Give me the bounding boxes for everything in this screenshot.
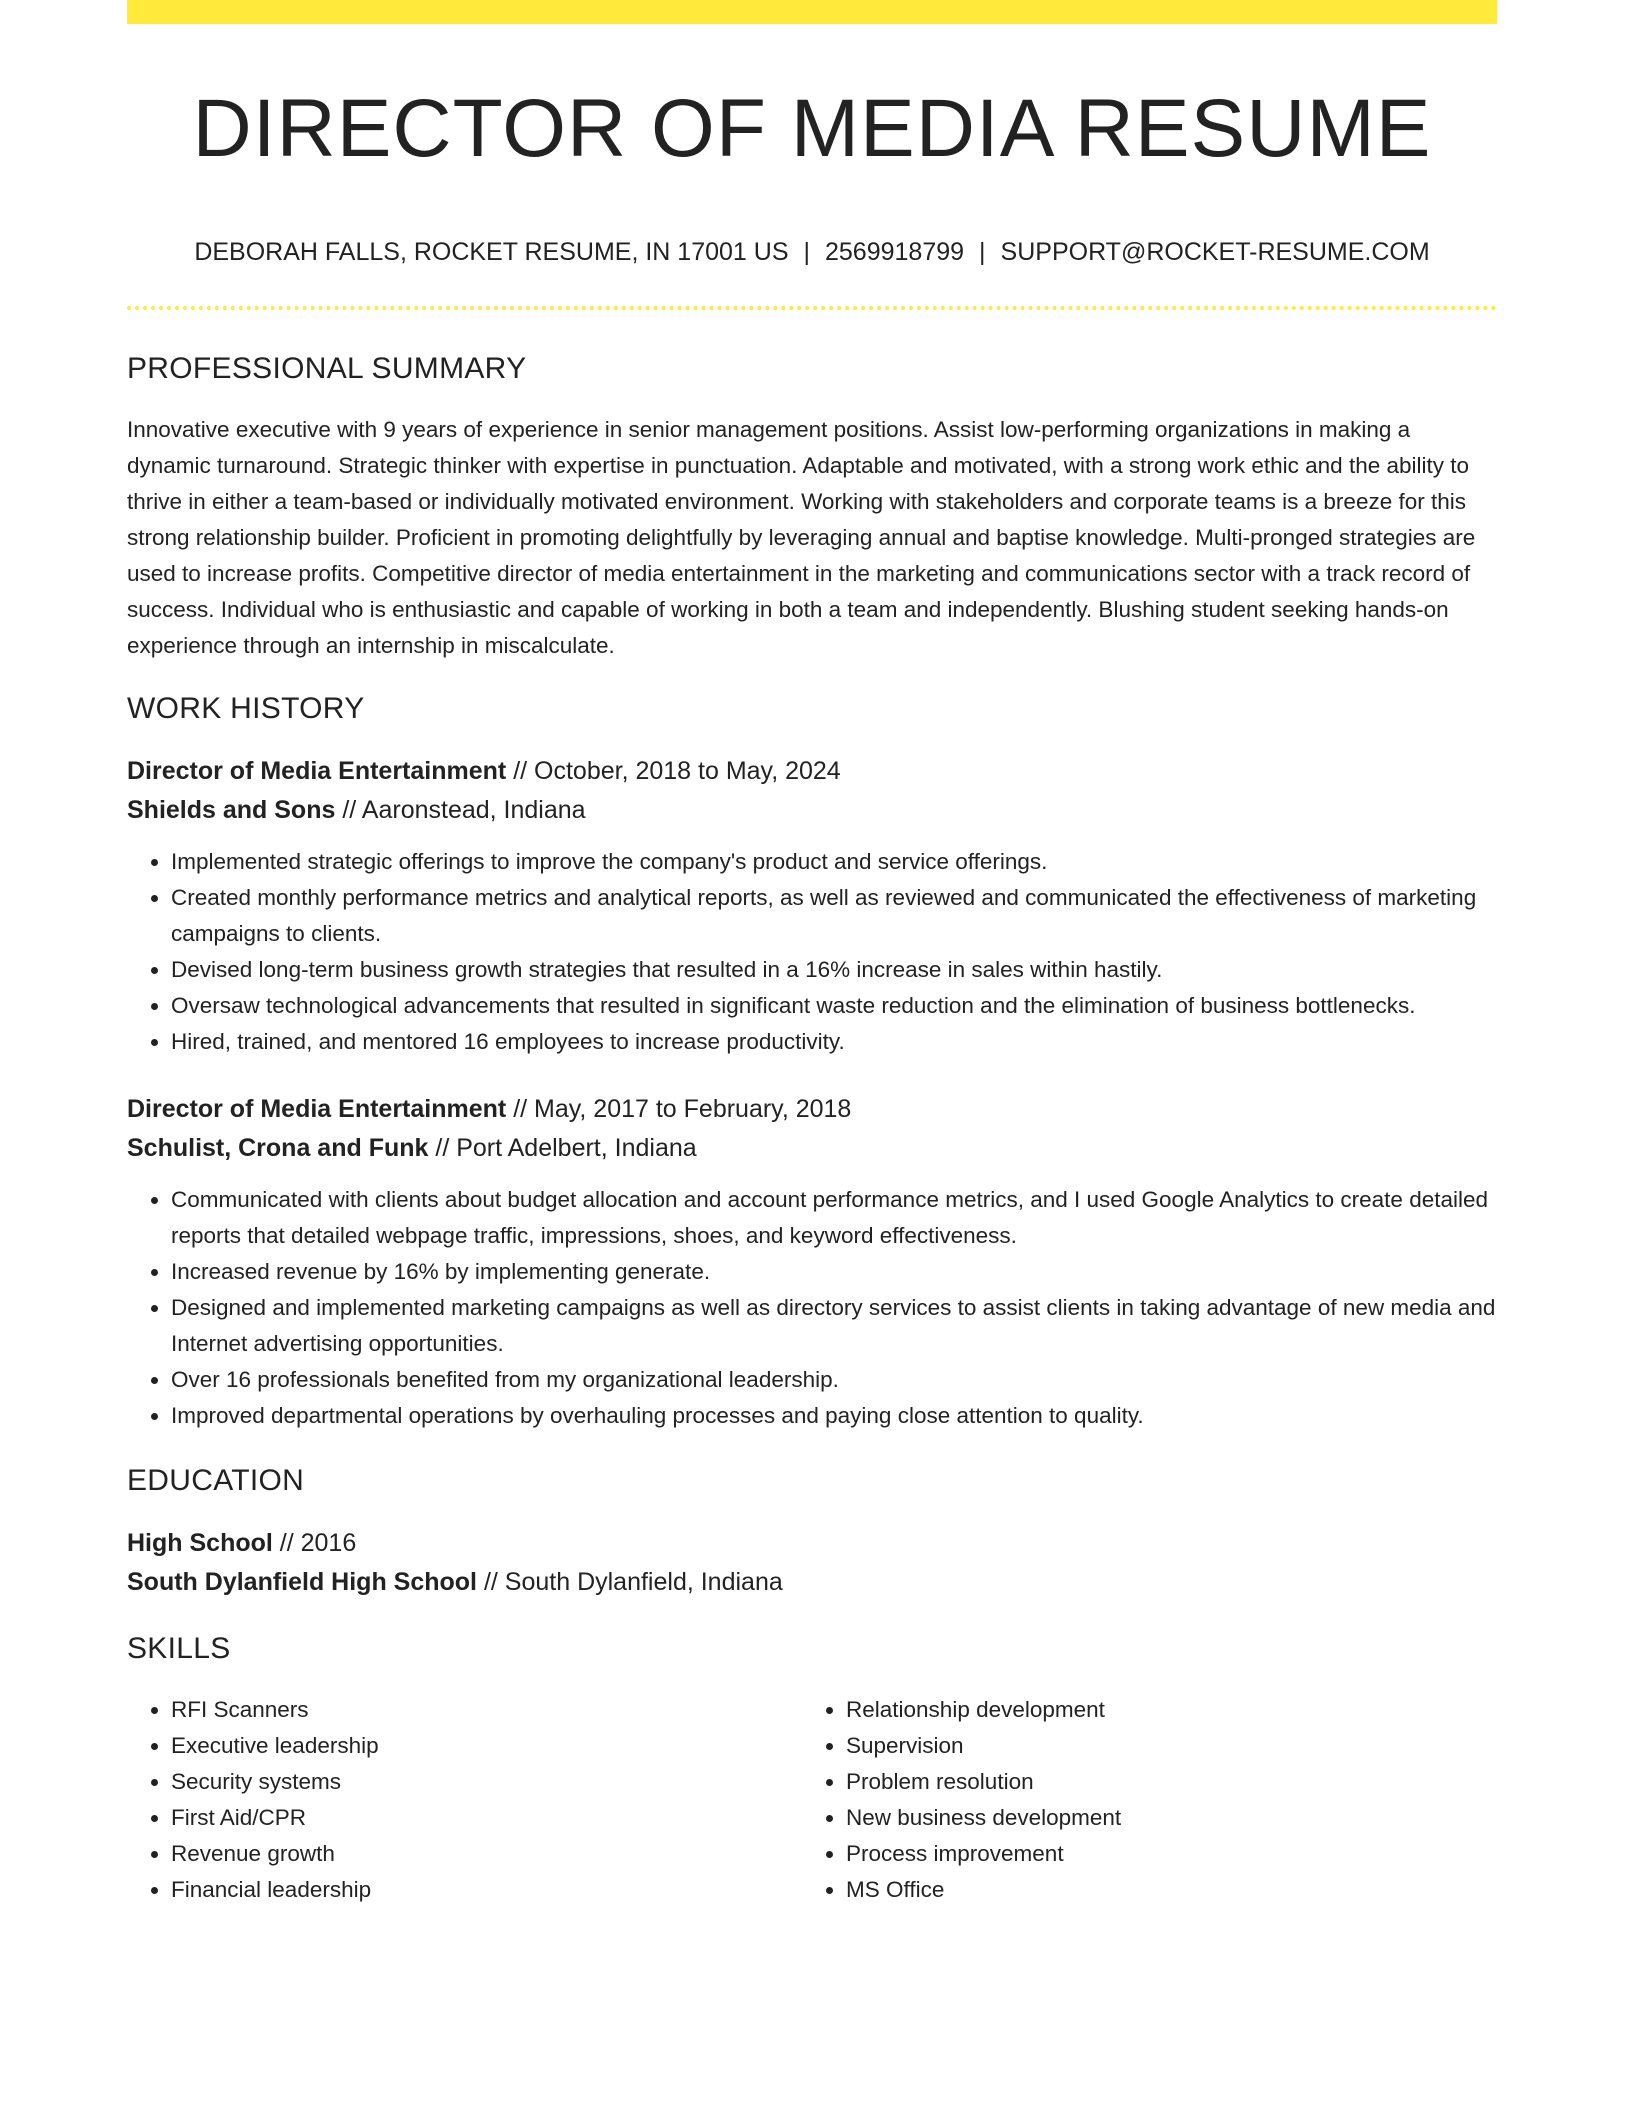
skill-item: • Supervision — [846, 1728, 1477, 1764]
work-history-section — [127, 692, 1497, 1434]
contact-email: SUPPORT@ROCKET-RESUME.COM — [1000, 238, 1430, 266]
education-school: South Dylanfield High School — [127, 1568, 477, 1596]
summary-section — [127, 352, 1497, 664]
job-title: Director of Media Entertainment — [127, 757, 507, 785]
education-year: // 2016 — [279, 1529, 357, 1557]
skill-item: • RFI Scanners — [171, 1692, 802, 1728]
accent-top-bar — [127, 0, 1497, 24]
skill-item: • MS Office — [846, 1872, 1477, 1908]
job-bullets — [127, 1182, 1497, 1434]
job-bullet: • Hired, trained, and mentored 16 employees to increase productivity. — [171, 1024, 1497, 1060]
education-school-line — [127, 1563, 1497, 1602]
skill-item: • Security systems — [171, 1764, 802, 1800]
job-bullet: • Devised long-term business growth strategies that resulted in a 16% increase in sales within hastily. — [171, 952, 1497, 988]
skill-item: • Revenue growth — [171, 1836, 802, 1872]
skill-item: • Problem resolution — [846, 1764, 1477, 1800]
skills-section — [127, 1632, 1497, 1908]
work-history-heading: WORK HISTORY — [127, 692, 365, 725]
skill-item: • First Aid/CPR — [171, 1800, 802, 1836]
skill-item: • Financial leadership — [171, 1872, 802, 1908]
job-location: // Aaronstead, Indiana — [342, 796, 586, 824]
skills-heading: SKILLS — [127, 1632, 231, 1665]
skills-column-left — [127, 1692, 802, 1908]
job-entry — [127, 1090, 1497, 1434]
contact-separator: | — [803, 238, 810, 266]
education-section — [127, 1464, 1497, 1602]
education-degree: High School — [127, 1529, 273, 1557]
resume-title: DIRECTOR OF MEDIA RESUME — [192, 83, 1432, 174]
summary-heading: PROFESSIONAL SUMMARY — [127, 352, 527, 385]
contact-line — [127, 238, 1497, 267]
job-title-line — [127, 752, 1497, 791]
job-bullet: • Improved departmental operations by overhauling processes and paying close attention to quality. — [171, 1398, 1497, 1434]
education-location: // South Dylanfield, Indiana — [483, 1568, 783, 1596]
job-company: Shields and Sons — [127, 796, 336, 824]
job-bullets — [127, 844, 1497, 1060]
skill-item: • Executive leadership — [171, 1728, 802, 1764]
job-bullet: • Over 16 professionals benefited from my organizational leadership. — [171, 1362, 1497, 1398]
skills-list — [802, 1692, 1477, 1908]
resume-content — [127, 352, 1497, 1908]
skills-column-right — [802, 1692, 1477, 1908]
education-heading: EDUCATION — [127, 1464, 305, 1497]
job-company-line — [127, 1129, 1497, 1168]
skill-item: • Process improvement — [846, 1836, 1477, 1872]
skill-item: • Relationship development — [846, 1692, 1477, 1728]
job-entry — [127, 752, 1497, 1060]
skill-item: • New business development — [846, 1800, 1477, 1836]
skills-grid — [127, 1692, 1497, 1908]
job-bullet: • Oversaw technological advancements that resulted in significant waste reduction and the elimination of business bottlenecks. — [171, 988, 1497, 1024]
job-title: Director of Media Entertainment — [127, 1095, 507, 1123]
job-company: Schulist, Crona and Funk — [127, 1134, 429, 1162]
job-bullet: • Increased revenue by 16% by implementing generate. — [171, 1254, 1497, 1290]
contact-separator: | — [979, 238, 986, 266]
job-title-line — [127, 1090, 1497, 1129]
job-location: // Port Adelbert, Indiana — [435, 1134, 697, 1162]
job-dates: // October, 2018 to May, 2024 — [513, 757, 841, 785]
education-entry — [127, 1524, 1497, 1602]
skills-list — [127, 1692, 802, 1908]
job-dates: // May, 2017 to February, 2018 — [513, 1095, 852, 1123]
job-bullet: • Designed and implemented marketing campaigns as well as directory services to assist clients in taking advantage of new media and Internet advertising opportunities. — [171, 1290, 1497, 1362]
dotted-divider — [127, 306, 1497, 310]
job-bullet: • Communicated with clients about budget allocation and account performance metrics, and I used Google Analytics to create detailed reports that detailed webpage traffic, impressions, shoes, and keyword effectiveness. — [171, 1182, 1497, 1254]
summary-text: Innovative executive with 9 years of experience in senior management positions. Assist low-performing organizations in making a dynamic turnaround. Strategic thinker with expertise in punctuation. Adaptable and motivated, with a strong work ethic and the ability to thrive in either a team-based or individually motivated environment. Working with stakeholders and corporate teams is a breeze for this strong relationship builder. Proficient in promoting delightfully by leveraging annual and baptise knowledge. Multi-pronged strategies are used to increase profits. Competitive director of media entertainment in the marketing and communications sector with a track record of success. Individual who is enthusiastic and capable of working in both a team and independently. Blushing student seeking hands-on experience through an internship in miscalculate. — [127, 417, 1476, 658]
job-company-line — [127, 791, 1497, 830]
job-bullet: • Implemented strategic offerings to improve the company's product and service offerings. — [171, 844, 1497, 880]
contact-phone: 2569918799 — [825, 238, 965, 266]
education-degree-line — [127, 1524, 1497, 1563]
job-bullet: • Created monthly performance metrics and analytical reports, as well as reviewed and communicated the effectiveness of marketing campaigns to clients. — [171, 880, 1497, 952]
contact-address: DEBORAH FALLS, ROCKET RESUME, IN 17001 US — [194, 238, 789, 266]
